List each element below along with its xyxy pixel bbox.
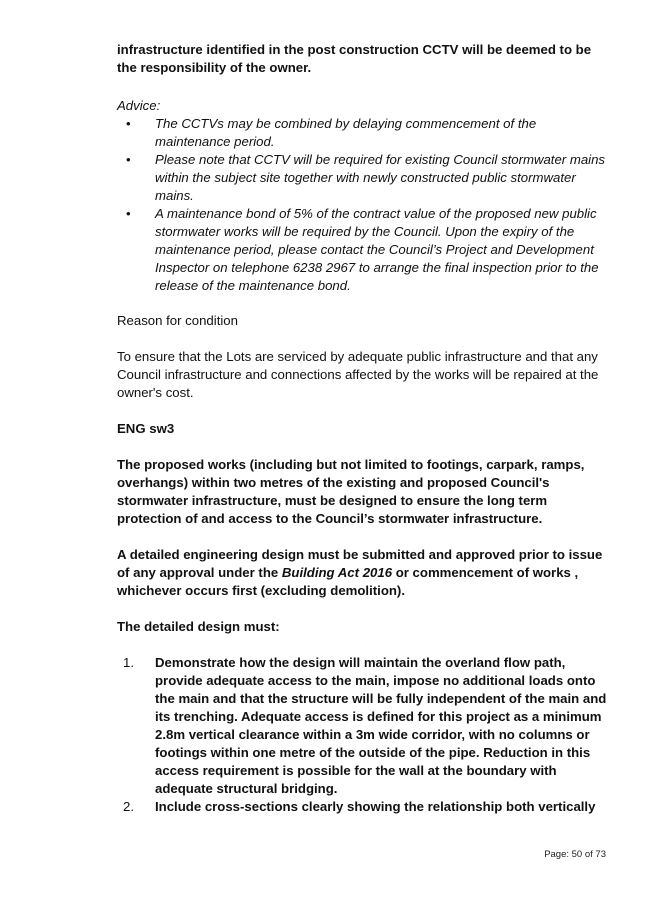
reason-heading: Reason for condition [117, 313, 238, 328]
advice-item [117, 151, 607, 205]
intro-paragraph: infrastructure identified in the post construction CCTV will be deemed to be the responsibility of the owner. [117, 42, 592, 75]
condition-code: ENG sw3 [117, 421, 175, 436]
para2-text-before: A detailed engineering design must be submitted and approved prior to issue of any approval under the [117, 547, 603, 580]
condition-paragraph-1: The proposed works (including but not limited to footings, carpark, ramps, overhangs) within two metres of the existing and proposed Council's stormwater infrastructure, must be designed to ensure the long term protection of and access to the Council’s stormwater infrastructure. [117, 457, 585, 526]
advice-heading: Advice: [117, 98, 161, 113]
item-number: 2. [123, 799, 134, 814]
page-number: Page: 50 of 73 [544, 849, 606, 860]
advice-item [117, 115, 607, 151]
bullet-icon: • [126, 116, 131, 131]
design-requirement-item [117, 654, 607, 798]
advice-item-text: The CCTVs may be combined by delaying commencement of the maintenance period. [155, 116, 537, 149]
para2-text-after: or commencement of works , whichever occurs first (excluding demolition). [117, 565, 579, 598]
building-act-reference: Building Act 2016 [281, 565, 393, 580]
item-number: 1. [123, 655, 134, 670]
advice-item [117, 205, 607, 295]
design-requirements-list [117, 654, 607, 816]
bullet-icon: • [126, 206, 131, 221]
design-heading: The detailed design must: [117, 619, 280, 634]
advice-list [117, 115, 607, 295]
advice-item-text: Please note that CCTV will be required for existing Council stormwater mains within the subject site together with newly constructed public stormwater mains. [155, 152, 606, 203]
advice-item-text: A maintenance bond of 5% of the contract value of the proposed new public stormwater works will be required by the Council. Upon the expiry of the maintenance period, please contact the Council’s Project and Development Inspector on telephone 6238 2967 to arrange the final inspection prior to the release of the maintenance bond. [155, 206, 599, 293]
design-requirement-text: Include cross-sections clearly showing the relationship both vertically [155, 799, 596, 814]
condition-paragraph-2 [117, 546, 607, 600]
reason-text: To ensure that the Lots are serviced by adequate public infrastructure and that any Council infrastructure and connections affected by the works will be repaired at the owner's cost. [117, 349, 599, 400]
design-requirement-item [117, 798, 607, 816]
bullet-icon: • [126, 152, 131, 167]
design-requirement-text: Demonstrate how the design will maintain the overland flow path, provide adequate access to the main, impose no additional loads onto the main and that the structure will be fully independent of the main and its trenching. Adequate access is defined for this project as a minimum 2.8m vertical clearance within a 3m wide corridor, with no columns or footings within one metre of the outside of the pipe. Reduction in this access requirement is possible for the wall at the boundary with adequate structural bridging. [155, 655, 607, 796]
